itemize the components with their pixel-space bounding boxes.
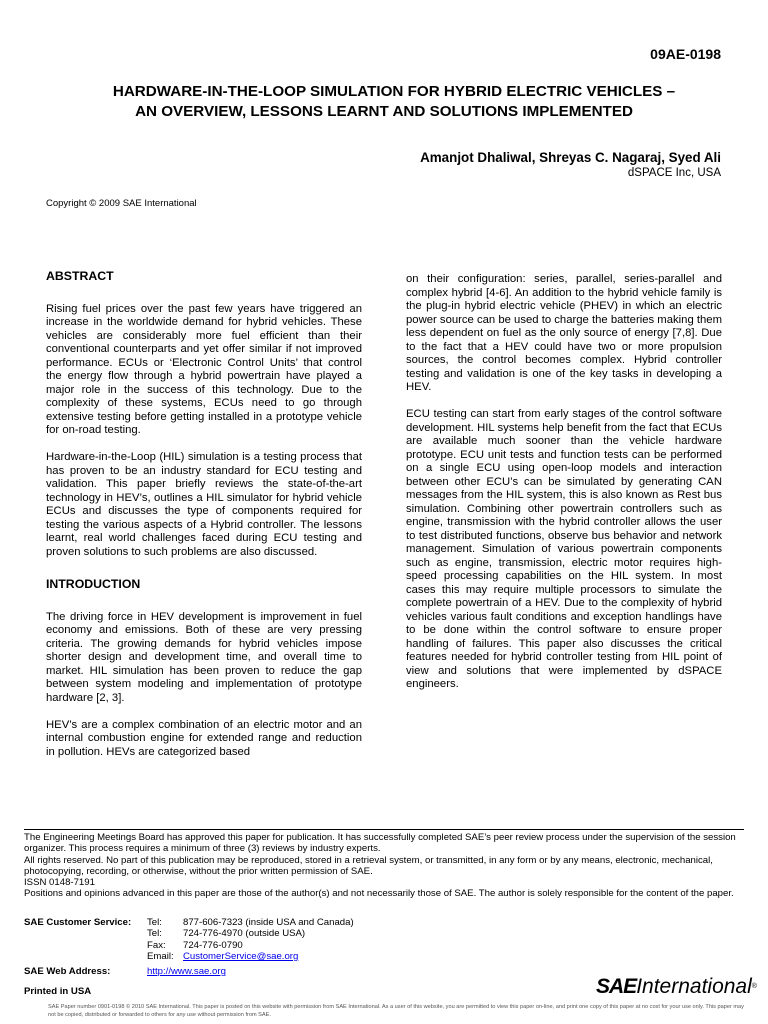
copyright: Copyright © 2009 SAE International bbox=[46, 198, 197, 209]
logo-international: International bbox=[636, 975, 752, 998]
customer-service-label: SAE Customer Service: bbox=[24, 917, 132, 928]
introduction-paragraph-2: HEV’s are a complex combination of an electric motor and an internal combustion engine for extended range and reduction in pollution. HEVs are categorized based bbox=[46, 718, 362, 758]
logo-registered-mark: ® bbox=[751, 983, 757, 990]
abstract-paragraph-1: Rising fuel prices over the past few years have triggered an increase in the worldwide demand for hybrid vehicles. These vehicles are considerably more fuel efficient than their conventional counterparts and yet offer similar if not improved performance. ECUs or ‘Electronic Control Units’ that control the energy flow through a hybrid powertrain have played a major role in the success of this technology. Due to the complexity of these systems, ECUs need to go through extensive testing before getting installed in a prototype vehicle for on-road testing. bbox=[46, 302, 362, 436]
footer-notice bbox=[24, 832, 740, 900]
logo-sae: SAE bbox=[596, 975, 637, 998]
right-column bbox=[406, 273, 722, 692]
printed-in-usa: Printed in USA bbox=[24, 986, 92, 997]
issn: ISSN 0148-7191 bbox=[24, 877, 95, 889]
review-notice: The Engineering Meetings Board has approved this paper for publication. It has successfully completed SAE’s peer review process under the supervision of the session organizer. This process requires a minimum of three (3) reviews by industry experts. bbox=[24, 832, 736, 855]
fax-number: 724-776-0790 bbox=[183, 939, 243, 951]
introduction-paragraph-1: The driving force in HEV development is improvement in fuel economy and emissions. Both of these are very pressing criteria. The growing demands for hybrid vehicles impose shorter design and development time, and overall time to market. HIL simulation has been proven to reduce the gap between system modeling and implementation of prototype hardware [2, 3]. bbox=[46, 610, 362, 704]
introduction-heading: INTRODUCTION bbox=[46, 577, 141, 591]
opinions-notice: Positions and opinions advanced in this paper are those of the author(s) and not necessarily those of SAE. The author is solely responsible for the content of the paper. bbox=[24, 888, 734, 900]
paper-number: 09AE-0198 bbox=[650, 46, 721, 62]
tel-label: Tel: bbox=[147, 928, 162, 940]
email-link[interactable]: CustomerService@sae.org bbox=[183, 950, 299, 962]
title-line-2: AN OVERVIEW, LESSONS LEARNT AND SOLUTIONS IMPLEMENTED bbox=[135, 103, 633, 120]
sae-international-logo bbox=[596, 974, 757, 1000]
tel-outside-usa: 724-776-4970 (outside USA) bbox=[183, 928, 306, 940]
tel-label: Tel: bbox=[147, 917, 162, 928]
web-address-row bbox=[24, 966, 226, 977]
email-label: Email: bbox=[147, 950, 174, 962]
abstract-paragraph-2: Hardware-in-the-Loop (HIL) simulation is a testing process that has proven to be an industry standard for ECU testing and validation. This paper briefly reviews the state-of-the-art technology in HEV’s, outlines a HIL simulator for hybrid vehicle ECUs and discusses the type of components required for testing the various aspects of a Hybrid controller. The lessons learnt, real world challenges faced during ECU testing and proven solutions to such problems are also discussed. bbox=[46, 451, 362, 558]
footer-divider bbox=[24, 829, 744, 830]
left-column bbox=[46, 270, 362, 759]
web-address-label: SAE Web Address: bbox=[24, 966, 111, 977]
body-paragraph-1: on their configuration: series, parallel, series-parallel and complex hybrid [4-6]. An addition to the hybrid vehicle family is the plug-in hybrid electric vehicle (PHEV) in which an electric power source can be used to charge the batteries making them less dependent on fuel as the only source of energy [7,8]. Due to the fact that a HEV could have two or more propulsion sources, the control becomes complex. Hybrid controller testing and validation is one of the key tasks in developing a HEV. bbox=[406, 273, 722, 393]
paper-title bbox=[40, 82, 728, 122]
body-paragraph-2: ECU testing can start from early stages of the control software development. HIL systems help benefit from the fact that ECUs are available much sooner than the vehicle hardware prototype. ECU unit tests and function tests can be performed on a single ECU using open-loop models and interaction between other ECU’s can be simulated by generating CAN messages from the HIL system, this is also known as Rest bus simulation. Combining other powertrain controllers such as engine, transmission with the hybrid controller allows the user to test distributed functions, observe bus behavior and network management. Simulation of various powertrain components such as engine, transmission, electric motor requires high-speed processing capabilities on the HIL system. In most cases this may require multiple processors to simulate the complete powertrain of a HEV. Due to the complexity of hybrid vehicles various fault conditions and exception handlings have to be done within the control software to ensure proper handling of failures. This paper also discusses the critical features needed for hybrid controller testing from HIL point of view and solutions that were implemented by dSPACE engineers. bbox=[406, 408, 722, 690]
affiliation: dSPACE Inc, USA bbox=[627, 167, 721, 179]
abstract-heading: ABSTRACT bbox=[46, 269, 114, 283]
fax-label: Fax: bbox=[147, 939, 166, 951]
authors: Amanjot Dhaliwal, Shreyas C. Nagaraj, Syed Ali bbox=[420, 150, 721, 165]
rights-notice: All rights reserved. No part of this publication may be reproduced, stored in a retrieval system, or transmitted, in any form or by any means, electronic, mechanical, photocopying, recording, or otherwise, without the prior written permission of SAE. bbox=[24, 854, 713, 877]
title-line-1: HARDWARE-IN-THE-LOOP SIMULATION FOR HYBRID ELECTRIC VEHICLES – bbox=[112, 83, 676, 100]
fineprint: SAE Paper number 0901-0198 © 2010 SAE International. This paper is posted on this website with permission from SAE International. As a user of this website, you are permitted to view this paper on-line, and print one copy of this paper at no cost for your use only. This paper may not be copied, distributed or forwarded to others for any use without permission from SAE. bbox=[48, 1004, 744, 1018]
web-address-link[interactable]: http://www.sae.org bbox=[147, 966, 226, 977]
tel-inside-usa: 877-606-7323 (inside USA and Canada) bbox=[183, 917, 354, 928]
